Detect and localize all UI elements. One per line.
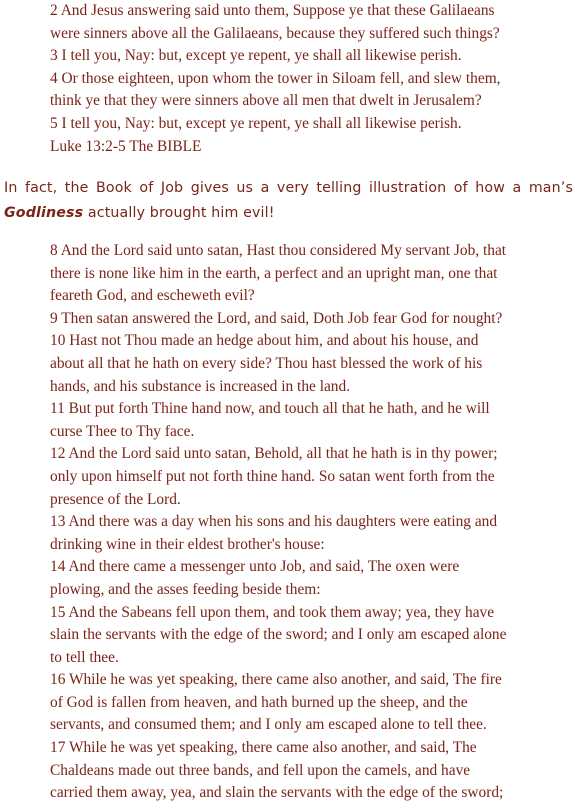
scripture-line: there is none like him in the earth, a perfect and an upright man, one that: [50, 264, 498, 282]
scripture-line: 16 While he was yet speaking, there came also another, and said, The fire: [50, 671, 502, 689]
scripture-line: 13 And there was a day when his sons and his daughters were eating and: [50, 513, 498, 531]
commentary-paragraph: [4, 176, 573, 226]
scripture-line: 15 And the Sabeans fell upon them, and took them away; yea, they have: [50, 603, 495, 621]
scripture-line: 12 And the Lord said unto satan, Behold, all that he hath is in thy power;: [50, 445, 498, 463]
scripture-line: feareth God, and escheweth evil?: [50, 287, 255, 305]
scripture-line: servants, and consumed them; and I only am escaped alone to tell thee.: [50, 716, 487, 734]
scripture-line: 2 And Jesus answering said unto them, Suppose ye that these Galilaeans: [50, 2, 495, 19]
scripture-line: plowing, and the asses feeding beside them:: [50, 580, 321, 598]
scripture-line: think ye that they were sinners above all men that dwelt in Jerusalem?: [50, 92, 482, 110]
scripture-line: 17 While he was yet speaking, there came also another, and said, The: [50, 739, 477, 757]
scripture-line: carried them away, yea, and slain the servants with the edge of the sword;: [50, 784, 504, 802]
scripture-line: presence of the Lord.: [50, 490, 181, 508]
scripture-line: hands, and his substance is increased in the land.: [50, 377, 351, 395]
scripture-line: slain the servants with the edge of the sword; and I only am escaped alone: [50, 626, 507, 644]
scripture-line: 14 And there came a messenger unto Job, and said, The oxen were: [50, 558, 460, 576]
scripture-quote-job: [50, 240, 573, 805]
scripture-line: 9 Then satan answered the Lord, and said, Doth Job fear God for nought?: [50, 309, 503, 327]
scripture-line: 3 I tell you, Nay: but, except ye repent, ye shall all likewise perish.: [50, 47, 462, 65]
scripture-line: 4 Or those eighteen, upon whom the tower in Siloam fell, and slew them,: [50, 69, 501, 87]
scripture-line: were sinners above all the Galilaeans, because they suffered such things?: [50, 24, 500, 42]
scripture-line: 11 But put forth Thine hand now, and touch all that he hath, and he will: [50, 400, 490, 418]
scripture-line: 8 And the Lord said unto satan, Hast thou considered My servant Job, that: [50, 242, 507, 259]
commentary-line: [4, 201, 573, 226]
scripture-quote-luke: [50, 0, 573, 158]
scripture-line: curse Thee to Thy face.: [50, 422, 195, 440]
scripture-line: 5 I tell you, Nay: but, except ye repent, ye shall all likewise perish.: [50, 114, 462, 132]
commentary-line: In fact, the Book of Job gives us a very telling illustration of how a man’s: [4, 180, 573, 196]
scripture-line: only upon himself put not forth thine hand. So satan went forth from the: [50, 467, 495, 485]
scripture-line: to tell thee.: [50, 648, 119, 666]
scripture-citation: Luke 13:2-5 The BIBLE: [50, 137, 202, 155]
scripture-line: about all that he hath on every side? Thou hast blessed the work of his: [50, 354, 483, 372]
scripture-line: drinking wine in their eldest brother's house:: [50, 535, 325, 553]
emphasis-godliness: Godliness: [4, 205, 84, 221]
scripture-line: Chaldeans made out three bands, and fell upon the camels, and have: [50, 761, 471, 779]
commentary-line-rest: actually brought him evil!: [83, 205, 275, 221]
scripture-line: of God is fallen from heaven, and hath burned up the sheep, and the: [50, 693, 468, 711]
scripture-line: 10 Hast not Thou made an hedge about him, and about his house, and: [50, 332, 479, 350]
